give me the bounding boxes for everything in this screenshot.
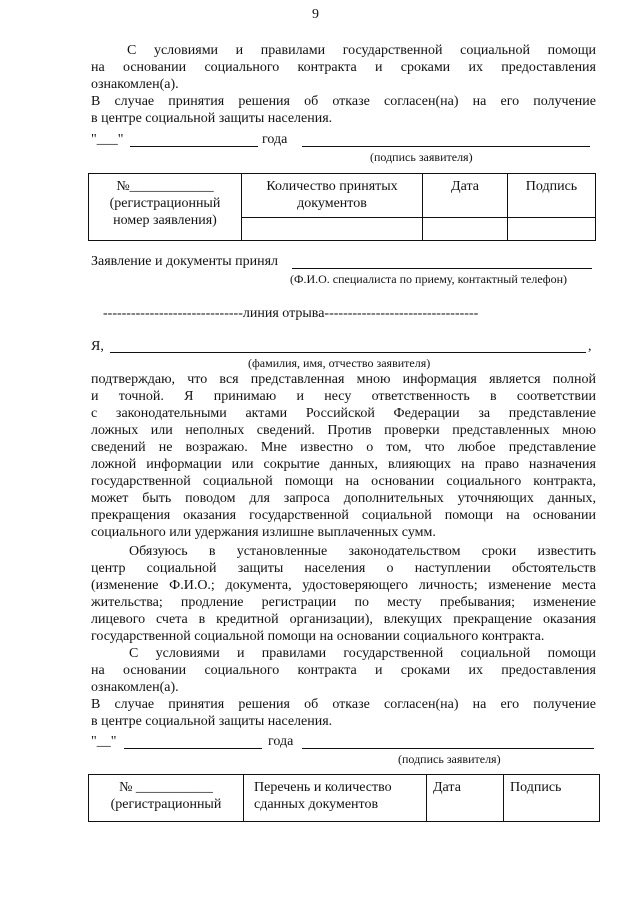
text-line: прекращения оказания государственной социальной помощи на основании [91,508,596,523]
applicant-name-line[interactable] [110,352,586,353]
documents-count-cell[interactable] [242,217,423,240]
date-header: Дата [423,174,508,218]
text-line: лицевого счета в кредитной организации), влекущих прекращение оказания [91,612,596,627]
cell-line: № ___________ [119,780,213,795]
cell-line: номер заявления) [113,213,217,228]
text-line: ложных или неполных сведений. Против проверки представленных мною [91,423,596,438]
signature-header-2: Подпись [504,775,600,822]
text-line: сведений не возражаю. Мне известно о том, что любое представление [91,440,596,455]
cell-line: Количество принятых [266,179,398,194]
text-line: в центре социальной защиты населения. [91,111,333,126]
registration-number-cell-2[interactable] [89,775,244,822]
text-line: на основании социального контракта и сроками их предоставления [91,663,596,678]
consent-block-2 [91,645,596,730]
applicant-name-caption: (фамилия, имя, отчество заявителя) [248,356,431,370]
text-line: С условиями и правилами государственной социальной помощи [129,646,596,661]
registration-number-cell[interactable] [89,174,242,241]
date-quote-2: "__" [91,734,117,749]
cell-line: сданных документов [254,797,379,812]
text-line: жительства; продление регистрации по месту пребывания; изменение [91,595,596,610]
signature-line-2[interactable] [302,748,594,749]
specialist-line[interactable] [292,268,592,269]
cell-line: документов [297,196,367,211]
date-quote: "___" [91,132,124,147]
signature-cell[interactable] [508,217,596,240]
specialist-caption: (Ф.И.О. специалиста по приему, контактный телефон) [290,272,568,286]
text-line: Обязуюсь в установленные законодательством сроки известить [129,544,596,559]
year-label: года [262,132,288,147]
text-line: ознакомлен(а). [91,77,179,92]
documents-count-header [242,174,423,218]
date-underline-2[interactable] [124,748,262,749]
comma: , [588,339,592,354]
text-line: социального или удержания излишне выплаченных сумм. [91,525,436,540]
cell-line: (регистрационный [109,196,221,211]
cell-line: (регистрационный [110,797,222,812]
registration-table-2 [88,774,600,822]
text-line: государственной социальной помощи на основании социального контракта. [91,629,545,644]
text-line: с законодательными актами Российской Федерации за представление [91,406,596,421]
obligation-paragraph [91,543,596,645]
cell-line: №____________ [116,179,214,194]
signature-header: Подпись [508,174,596,218]
text-line: В случае принятия решения об отказе согласен(на) на его получение [91,94,596,109]
consent-block-1 [91,42,596,127]
date-header-2: Дата [427,775,504,822]
text-line: ложной информации или сокрытие данных, влияющих на право назначения [91,457,596,472]
text-line: в центре социальной защиты населения. [91,714,333,729]
cell-line: Перечень и количество [254,780,392,795]
text-line: В случае принятия решения об отказе согласен(на) на его получение [91,697,596,712]
documents-list-header [244,775,427,822]
text-line: центр социальной защиты населения о наступлении обстоятельств [91,561,596,576]
page-number: 9 [312,7,319,22]
date-cell[interactable] [423,217,508,240]
signature-caption-2: (подпись заявителя) [398,752,501,766]
year-label-2: года [268,734,294,749]
text-line: подтверждаю, что вся представленная мною информация является полной [91,372,596,387]
text-line: и точной. Я принимаю и несу ответственность в соответствии [91,389,596,404]
confirmation-paragraph [91,371,596,541]
ya-label: Я, [91,339,104,354]
tear-line: ------------------------------линия отрыва--------------------------------- [103,306,479,321]
text-line: (изменение Ф.И.О.; документа, удостоверяющего личность; изменение места [91,578,596,593]
date-underline[interactable] [130,146,258,147]
signature-line[interactable] [302,146,590,147]
text-line: на основании социального контракта и сроками их предоставления [91,60,596,75]
signature-caption: (подпись заявителя) [370,150,473,164]
accepted-label: Заявление и документы принял [91,254,279,269]
text-line: С условиями и правилами государственной социальной помощи [127,43,596,58]
text-line: ознакомлен(а). [91,680,179,695]
text-line: государственной социальной помощи на основании социального контракта, [91,474,596,489]
registration-table-1 [88,173,596,241]
text-line: может быть поводом для запроса дополнительных уточняющих данных, [91,491,596,506]
